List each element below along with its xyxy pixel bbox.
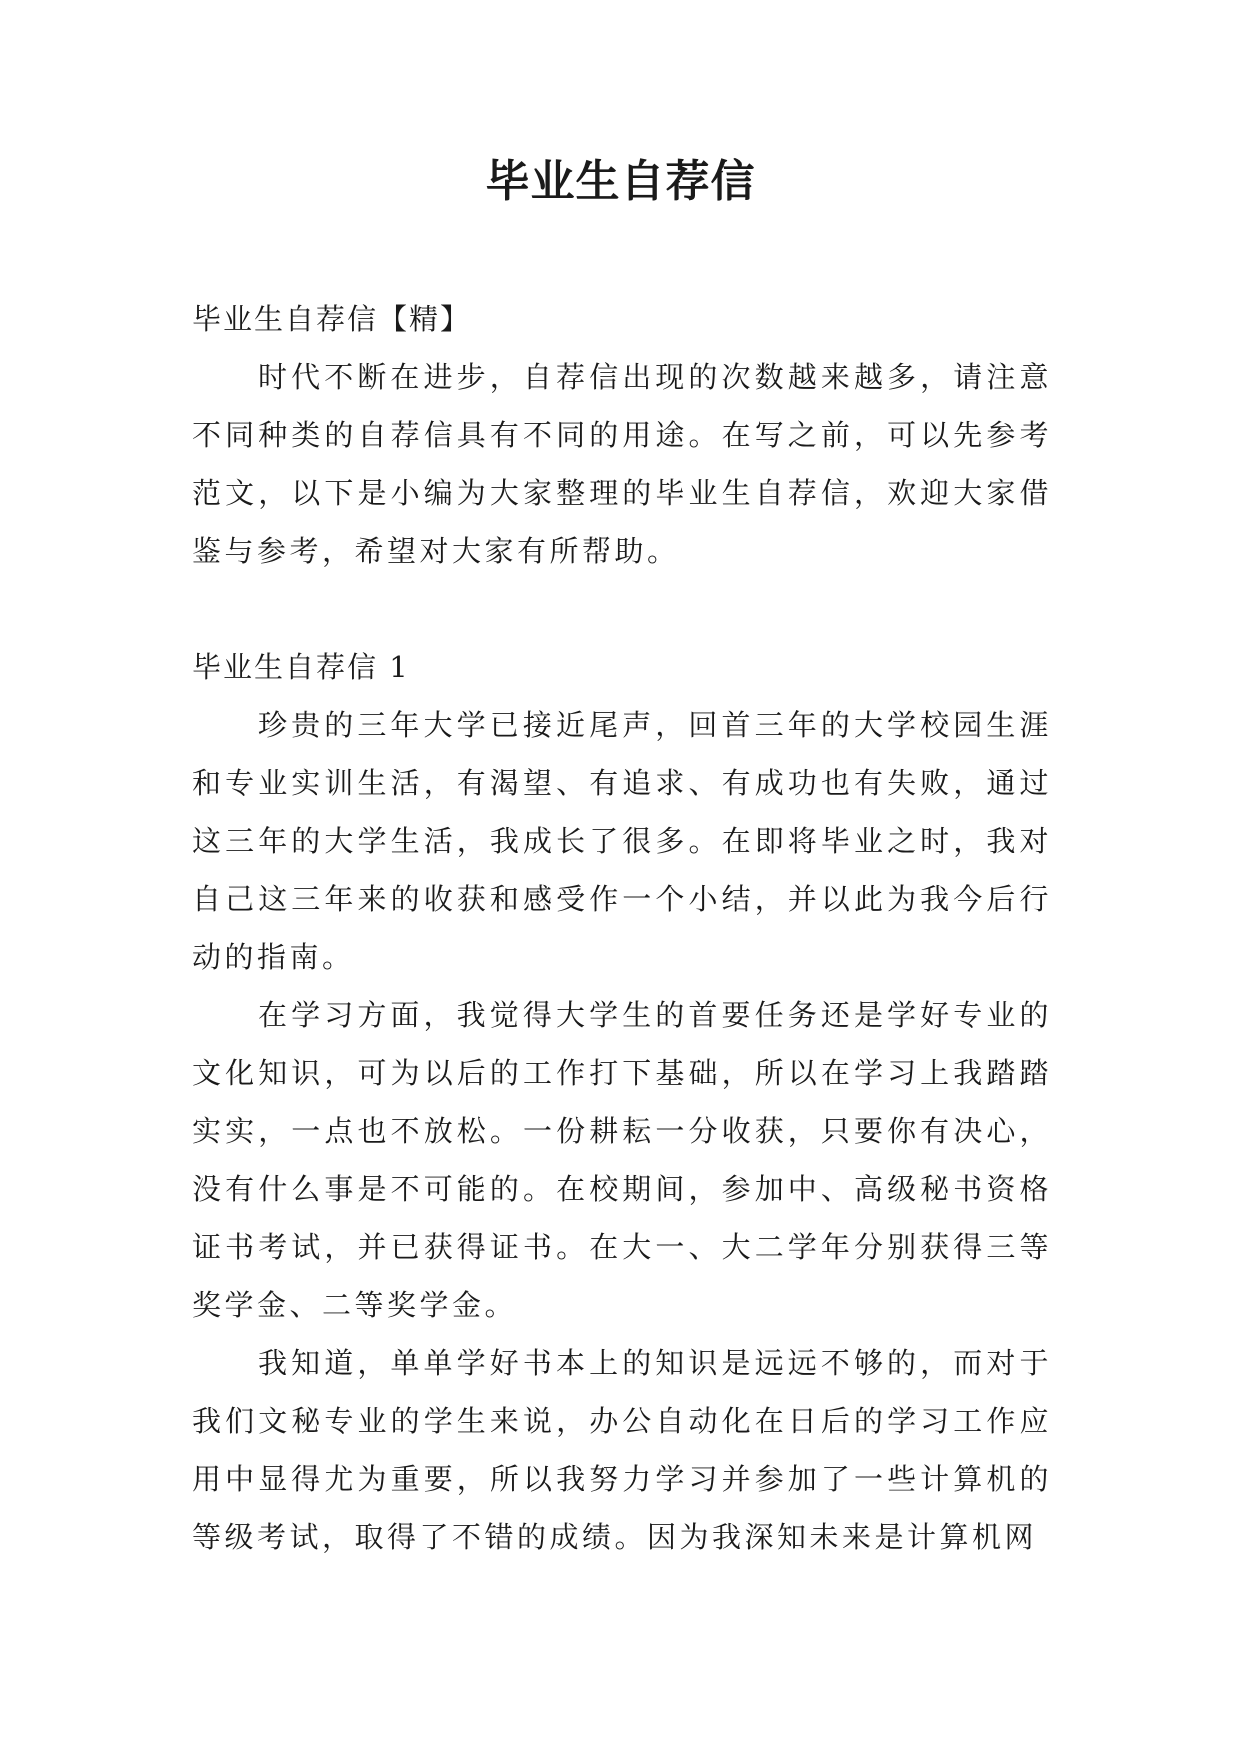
intro-paragraph: 时代不断在进步，自荐信出现的次数越来越多，请注意不同种类的自荐信具有不同的用途。在写之前，可以先参考范文，以下是小编为大家整理的毕业生自荐信，欢迎大家借鉴与参考，希望对大家有所帮助。 [192,360,1052,568]
section1-paragraph-2: 在学习方面，我觉得大学生的首要任务还是学好专业的文化知识，可为以后的工作打下基础，所以在学习上我踏踏实实，一点也不放松。一份耕耘一分收获，只要你有决心，没有什么事是不可能的。在校期间，参加中、高级秘书资格证书考试，并已获得证书。在大一、大二学年分别获得三等奖学金、二等奖学金。 [192,998,1052,1322]
document-body [192,290,1052,1566]
section-spacer [192,580,1052,638]
section1-paragraph-3: 我知道，单单学好书本上的知识是远远不够的，而对于我们文秘专业的学生来说，办公自动化在日后的学习工作应用中显得尤为重要，所以我努力学习并参加了一些计算机的等级考试，取得了不错的成绩。因为我深知未来是计算机网 [192,1346,1052,1554]
section1-paragraph-1: 珍贵的三年大学已接近尾声，回首三年的大学校园生涯和专业实训生活，有渴望、有追求、有成功也有失败，通过这三年的大学生活，我成长了很多。在即将毕业之时，我对自己这三年来的收获和感受作一个小结，并以此为我今后行动的指南。 [192,708,1052,974]
intro-heading: 毕业生自荐信【精】 [192,302,472,336]
section1-heading: 毕业生自荐信 1 [192,650,410,684]
document-title: 毕业生自荐信 [485,156,756,207]
